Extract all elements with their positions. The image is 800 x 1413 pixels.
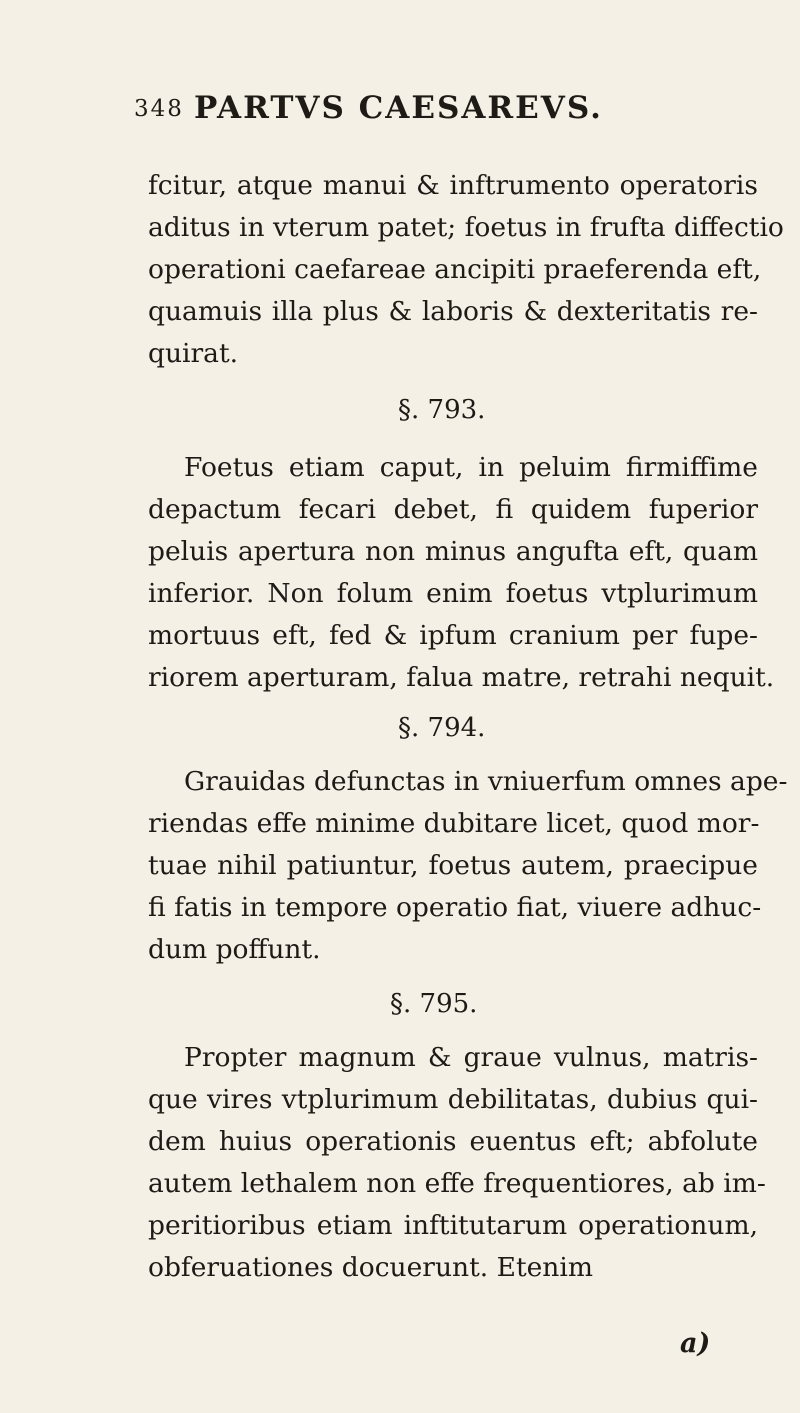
section-heading: §. 795.	[390, 989, 478, 1019]
text-line: que vires vtplurimum debilitatas, dubius qui-	[148, 1084, 758, 1115]
running-title: PARTVS CAESAREVS.	[194, 90, 603, 126]
text-line: dem huius operationis euentus eft; abfolute	[148, 1126, 758, 1157]
text-line: quamuis illa plus & laboris & dexteritatis re-	[148, 296, 758, 327]
section-heading: §. 794.	[398, 713, 486, 743]
text-line: Propter magnum & graue vulnus, matris-	[184, 1042, 758, 1073]
text-line: peritioribus etiam inftitutarum operationum,	[148, 1210, 758, 1241]
text-line: autem lethalem non effe frequentiores, ab im-	[148, 1168, 766, 1199]
text-line: Grauidas defunctas in vniuerfum omnes ape-	[184, 766, 788, 797]
text-line: Foetus etiam caput, in peluim firmiffime	[184, 452, 758, 483]
text-line: dum poffunt.	[148, 934, 321, 965]
text-line: riorem aperturam, falua matre, retrahi nequit.	[148, 662, 775, 693]
text-line: depactum fecari debet, fi quidem fuperior	[148, 494, 758, 525]
text-line: inferior. Non folum enim foetus vtplurimum	[148, 578, 758, 609]
text-line: obferuationes docuerunt. Etenim	[148, 1252, 593, 1283]
catchword: a)	[680, 1328, 711, 1359]
text-line: riendas effe minime dubitare licet, quod mor-	[148, 808, 760, 839]
text-line: quirat.	[148, 338, 239, 369]
text-line: peluis apertura non minus angufta eft, quam	[148, 536, 758, 567]
text-line: operationi caefareae ancipiti praeferenda eft,	[148, 254, 762, 285]
text-line: fcitur, atque manui & inftrumento operatoris	[148, 170, 758, 201]
text-line: mortuus eft, fed & ipfum cranium per fupe-	[148, 620, 758, 651]
text-line: aditus in vterum patet; foetus in frufta diffectio	[148, 212, 784, 243]
page-number: 348	[134, 96, 184, 122]
section-heading: §. 793.	[398, 395, 486, 425]
page-header	[134, 90, 694, 130]
text-line: fi fatis in tempore operatio fiat, viuere adhuc-	[148, 892, 762, 923]
text-line: tuae nihil patiuntur, foetus autem, praecipue	[148, 850, 758, 881]
